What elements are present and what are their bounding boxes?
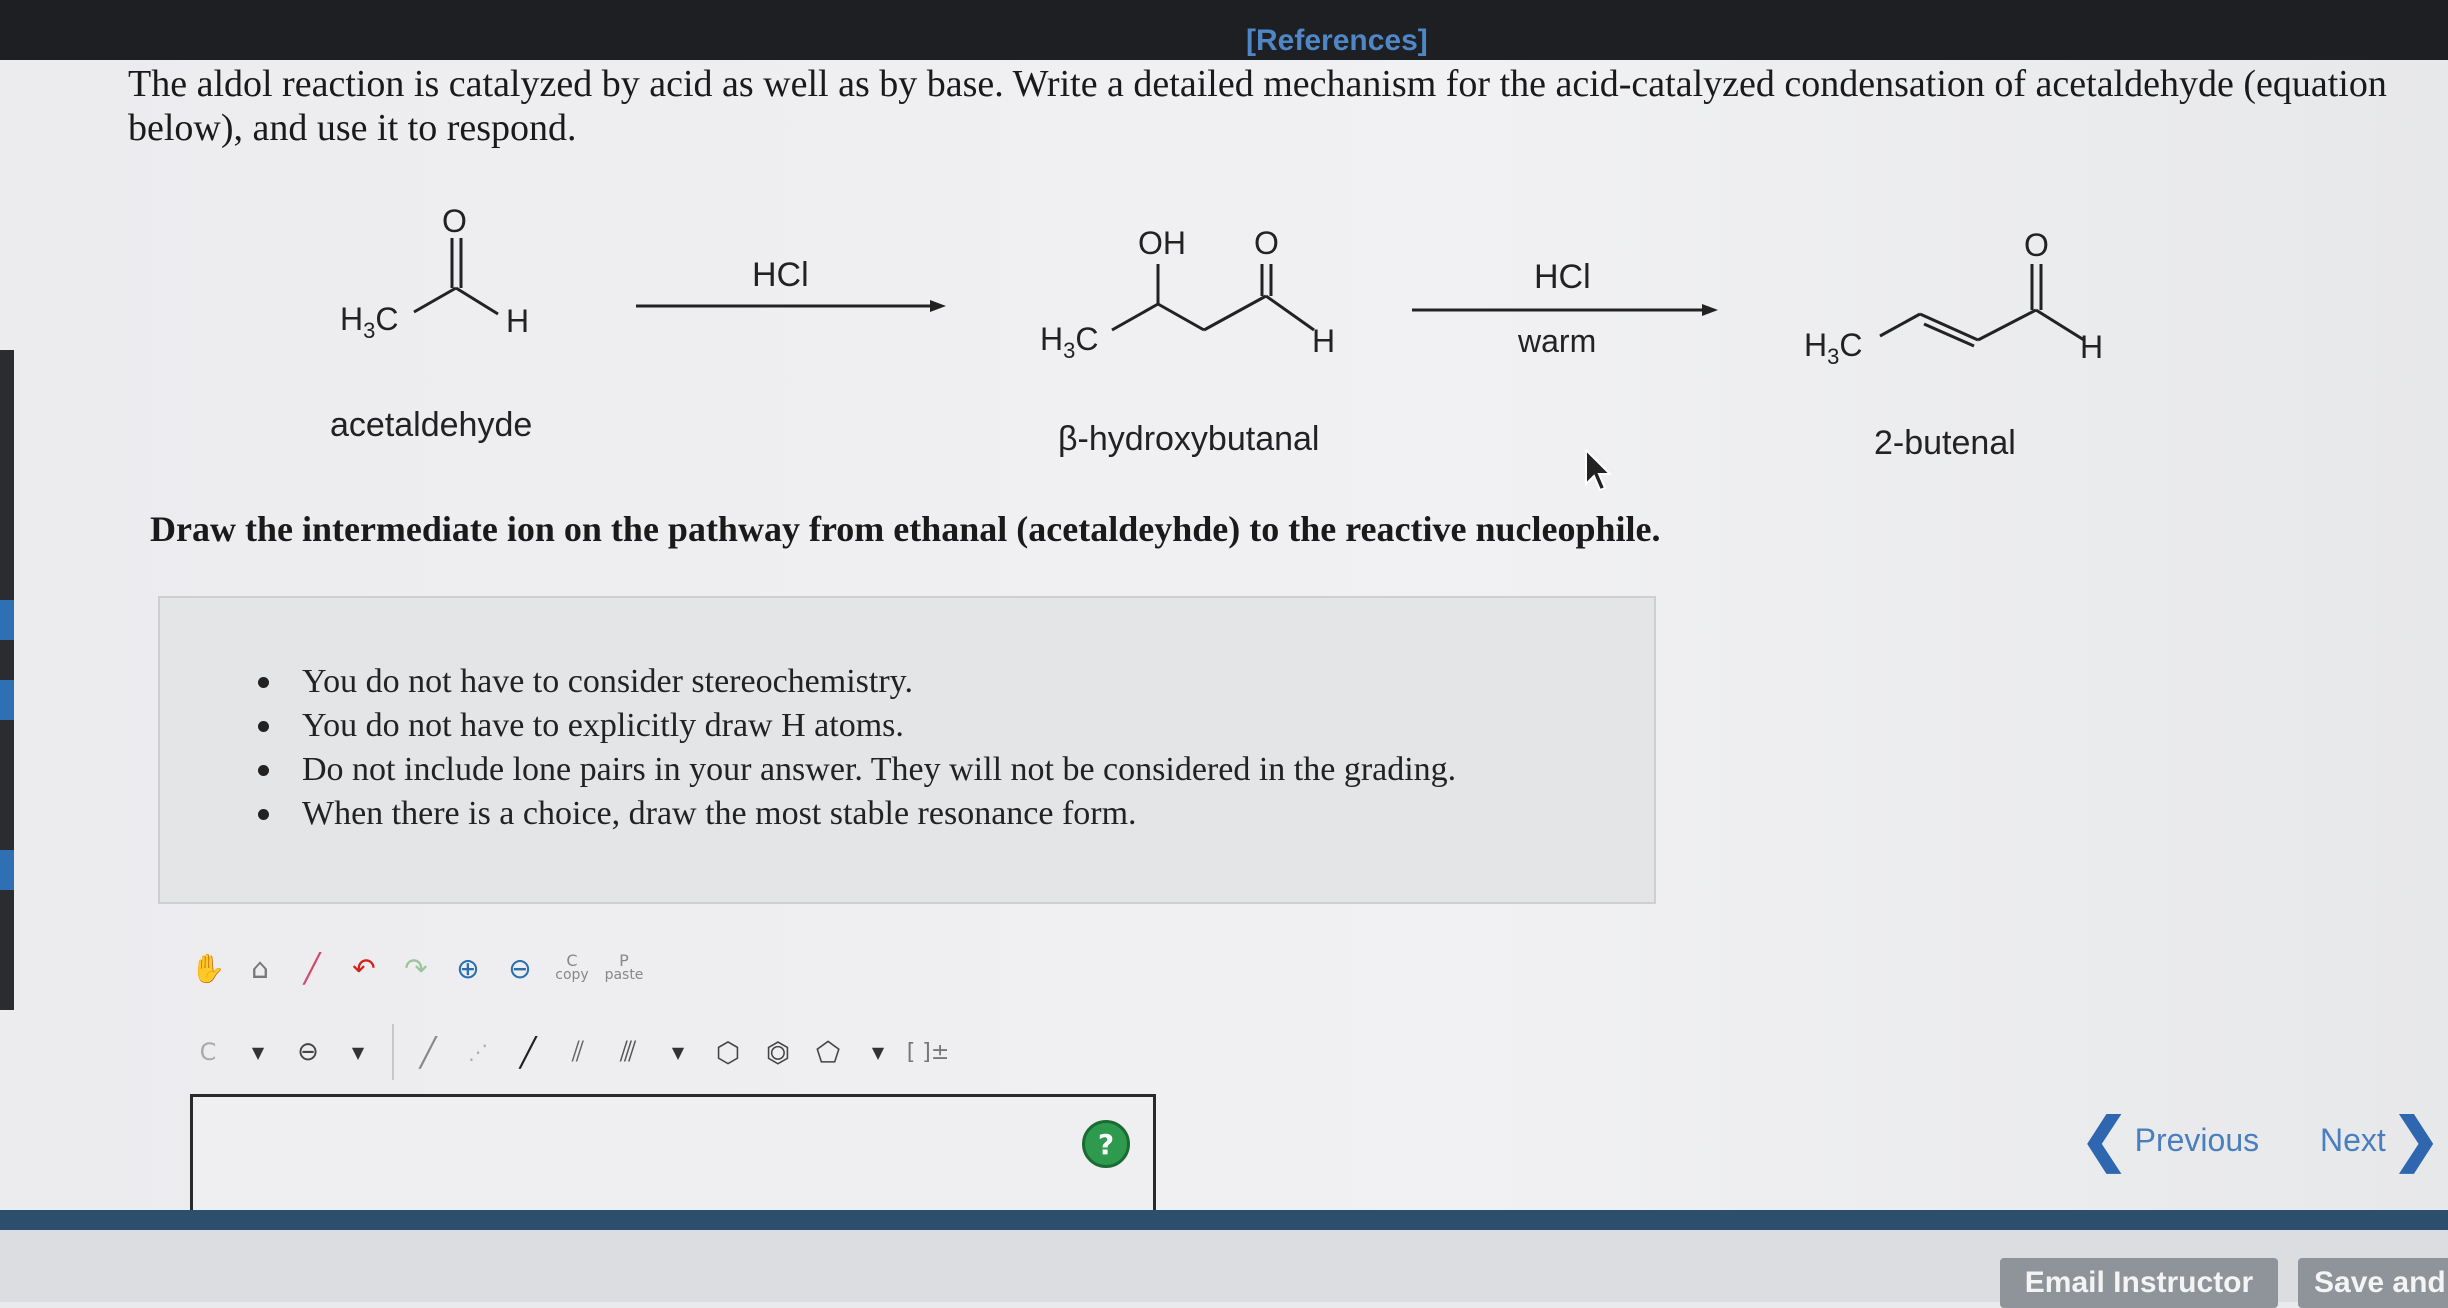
instruction-item: You do not have to consider stereochemistry.	[258, 660, 1456, 704]
ring-benzene-icon[interactable]: ⏣	[765, 1035, 791, 1069]
question-text: The aldol reaction is catalyzed by acid as well as by base. Write a detailed mechanism for the acid-catalyzed condensation of acetaldehyde (equation below), and use it to respond.	[128, 63, 2387, 149]
condition-label: warm	[1518, 323, 1597, 359]
atom-label-oxygen: O	[2024, 227, 2049, 263]
compound-name-hydroxybutanal: β-hydroxybutanal	[1058, 420, 1320, 458]
drawing-toolbar-top	[186, 940, 646, 996]
drawing-canvas[interactable]	[190, 1094, 1156, 1210]
redo-icon[interactable]: ↷	[404, 951, 428, 985]
atom-label-hydroxyl: OH	[1138, 225, 1186, 261]
lasso-select-icon[interactable]: ⌂	[251, 951, 269, 985]
references-link[interactable]: [References]	[1246, 24, 1428, 57]
chevron-down-icon[interactable]: ▼	[251, 1042, 265, 1062]
chevron-left-icon: ❮	[2080, 1107, 2129, 1172]
atom-label-methyl: $H_3C$	[1040, 321, 1099, 363]
double-bond-icon[interactable]: ⫽	[571, 1035, 585, 1068]
chevron-down-icon[interactable]: ▼	[871, 1042, 885, 1062]
instructions-list	[258, 660, 1456, 836]
triple-bond-icon[interactable]: ⫻	[619, 1035, 637, 1068]
chevron-down-icon[interactable]: ▼	[351, 1042, 365, 1062]
zoom-out-icon[interactable]: ⊖	[508, 951, 532, 985]
atom-label-hydrogen: H	[2080, 329, 2104, 365]
reagent-label: HCl	[752, 256, 809, 294]
question-prompt: Draw the intermediate ion on the pathway from ethanal (acetaldeyhde) to the reactive nucleophile.	[150, 509, 1661, 549]
eraser-icon[interactable]: ╱	[303, 951, 321, 985]
atom-label-hydrogen: H	[1312, 323, 1336, 359]
left-tab-marker[interactable]	[0, 850, 14, 890]
next-label: Next	[2320, 1121, 2386, 1158]
previous-button[interactable]	[2080, 1107, 2260, 1172]
bottom-bar	[0, 1210, 2448, 1230]
atom-label-oxygen: O	[442, 203, 467, 239]
previous-label: Previous	[2134, 1121, 2260, 1158]
email-instructor-button[interactable]: Email Instructor	[2000, 1258, 2278, 1308]
hand-tool-icon[interactable]: ✋	[190, 951, 226, 985]
paste-button[interactable]: P paste	[604, 951, 644, 983]
wedge-hash-bond-icon[interactable]: ⋰	[468, 1040, 488, 1064]
instruction-item: When there is a choice, draw the most stable resonance form.	[258, 792, 1456, 836]
save-and-exit-button[interactable]: Save and	[2298, 1258, 2448, 1308]
drawing-toolbar-bottom	[186, 1022, 950, 1082]
atom-label-hydrogen: H	[506, 303, 530, 339]
compound-name-butenal: 2-butenal	[1874, 424, 2016, 462]
left-tab-marker[interactable]	[0, 600, 14, 640]
acetaldehyde-structure	[340, 203, 529, 343]
reaction-arrow-1	[636, 256, 946, 312]
reagent-label: HCl	[1534, 258, 1591, 296]
hydroxybutanal-structure	[1040, 225, 1335, 363]
atom-select-button[interactable]: C	[199, 1038, 217, 1066]
mouse-cursor-icon	[1584, 448, 1614, 492]
instruction-item: Do not include lone pairs in your answer. They will not be considered in the grading.	[258, 748, 1456, 792]
charge-minus-icon[interactable]: ⊖	[297, 1037, 319, 1067]
wedge-bond-icon[interactable]: ╱	[519, 1035, 537, 1069]
bracket-charge-button[interactable]: [ ]±	[906, 1039, 950, 1065]
chevron-right-icon: ❯	[2391, 1107, 2441, 1172]
top-bar	[0, 0, 2448, 66]
reaction-arrow-2	[1412, 258, 1718, 359]
atom-label-methyl: $H_3C$	[340, 301, 399, 343]
ring-pentagon-icon[interactable]: ⬠	[815, 1035, 841, 1069]
zoom-in-icon[interactable]: ⊕	[456, 951, 480, 985]
ring-hexagon-icon[interactable]: ⬡	[715, 1035, 741, 1069]
atom-label-oxygen: O	[1254, 225, 1279, 261]
next-button[interactable]	[2320, 1107, 2441, 1172]
butenal-structure	[1804, 227, 2103, 369]
atom-label-methyl: $H_3C$	[1804, 327, 1863, 369]
copy-button[interactable]: C copy	[555, 951, 589, 983]
instruction-item: You do not have to explicitly draw H atoms.	[258, 704, 1456, 748]
toolbar-divider	[392, 1024, 394, 1080]
undo-icon[interactable]: ↶	[352, 951, 376, 985]
chevron-down-icon[interactable]: ▼	[671, 1042, 685, 1062]
single-bond-icon[interactable]: ╱	[419, 1035, 437, 1069]
instructions-box	[158, 596, 1656, 904]
left-tab-marker[interactable]	[0, 680, 14, 720]
help-button[interactable]: ?	[1082, 1120, 1130, 1168]
compound-name-acetaldehyde: acetaldehyde	[330, 406, 533, 444]
